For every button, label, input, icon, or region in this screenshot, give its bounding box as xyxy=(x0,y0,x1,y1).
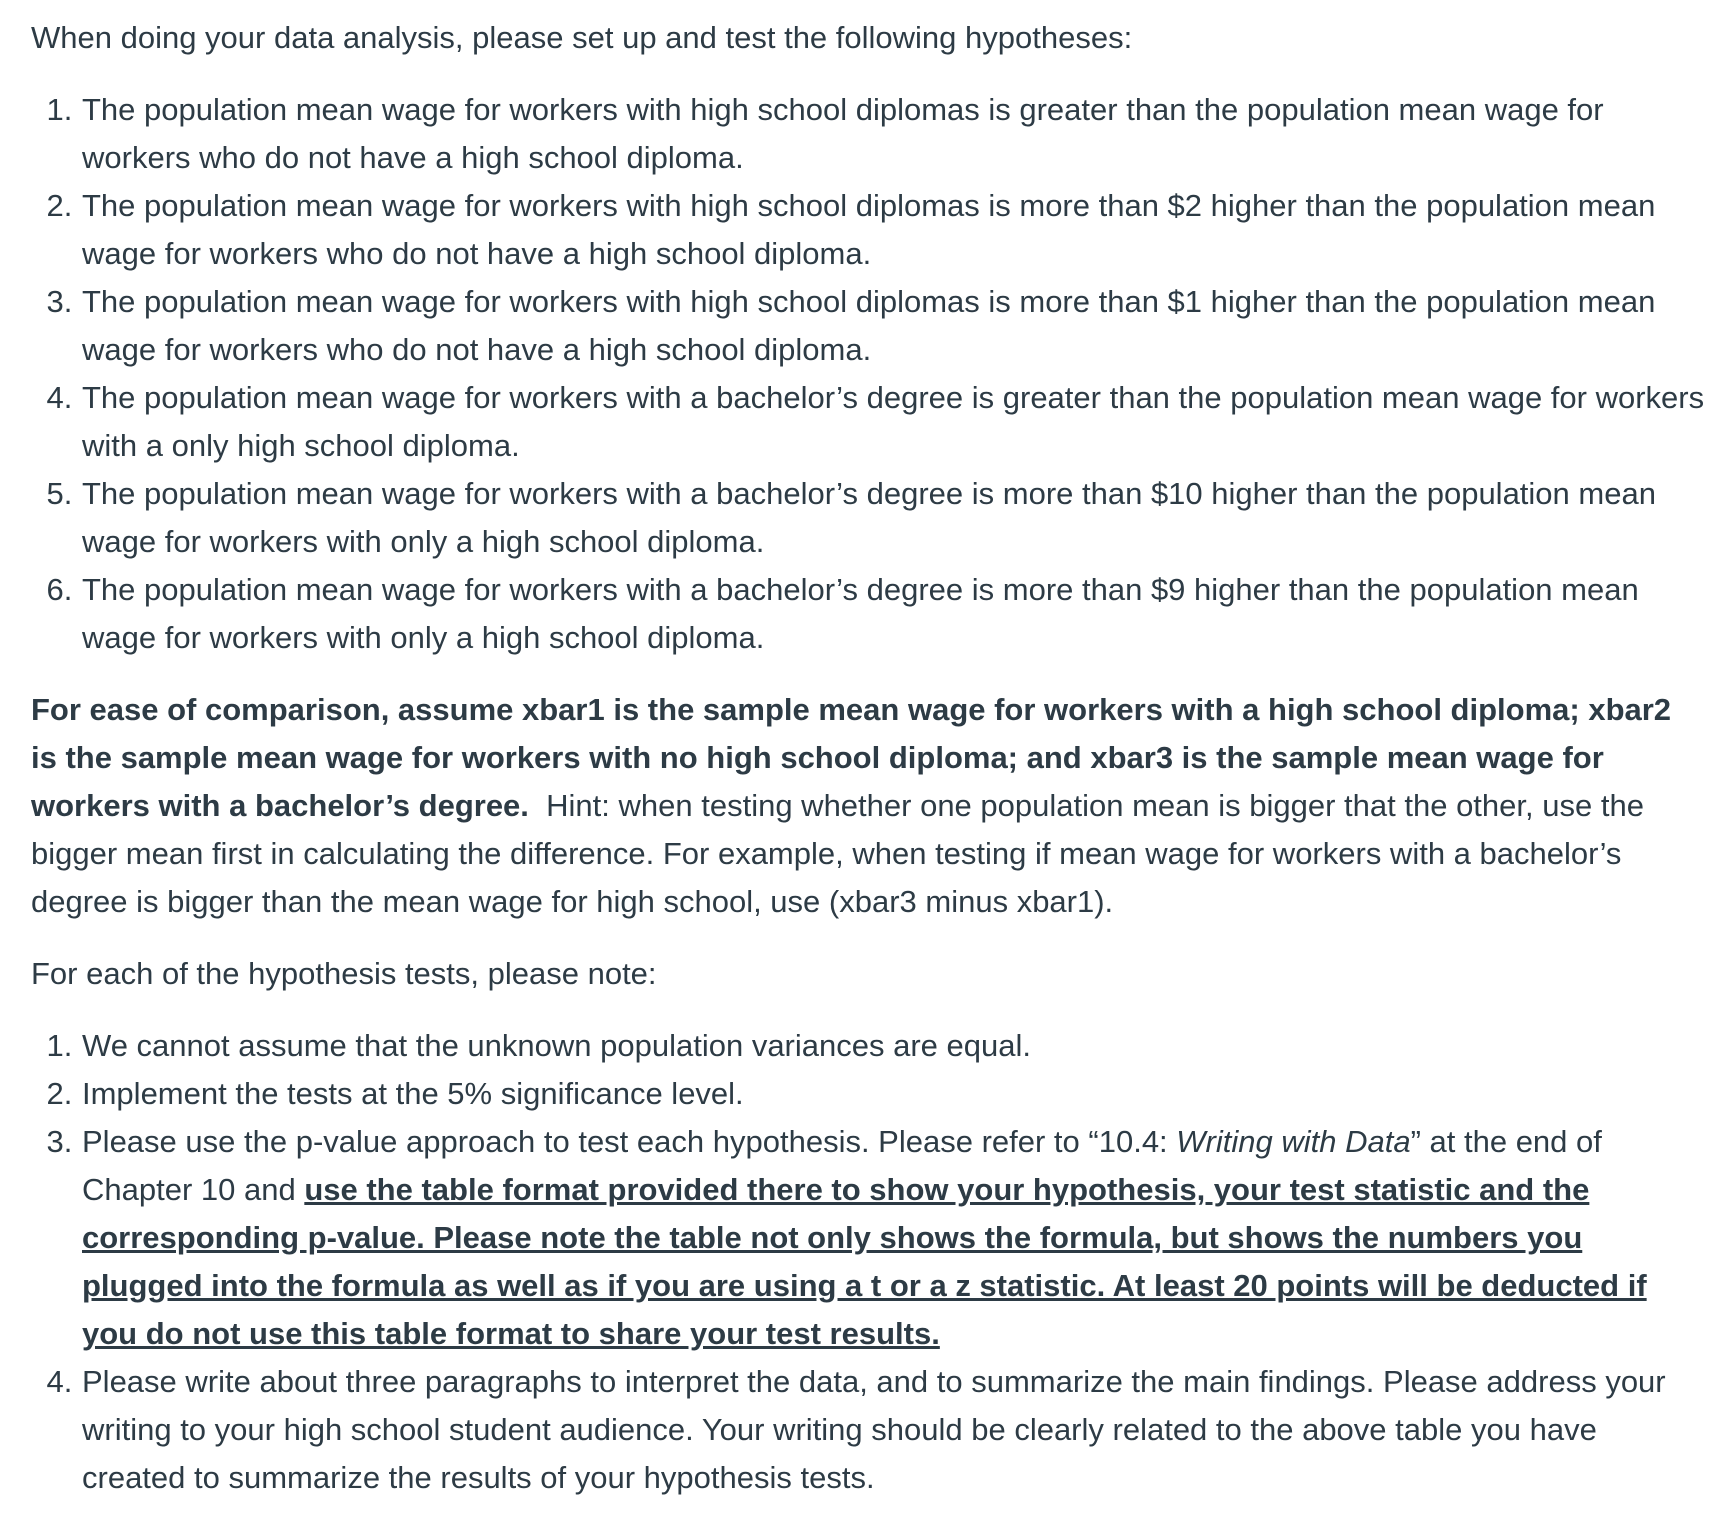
note-text: ” at the end of Chapter 10 and xyxy=(82,1124,1602,1207)
note-italic-title: Writing with Data xyxy=(1176,1124,1411,1159)
note-item: 4. Please write about three paragraphs to interpret the data, and to summarize the main findings. Please address your writing to your high school student audience. Your writing should be clearly related to the above table you have created to summarize the results of your hypothesis tests. xyxy=(81,1358,1705,1502)
comparison-bold-text: For ease of comparison, assume xbar1 is the sample mean wage for workers with a high school diploma; xbar2 is the sample mean wage for workers with no high school diploma; and xbar3 is the sample mean wage for workers with a bachelor’s degree. xyxy=(31,692,1672,823)
hypothesis-item: 6. The population mean wage for workers with a bachelor’s degree is more than $9 higher than the population mean wage for workers with only a high school diploma. xyxy=(81,566,1705,662)
comparison-paragraph xyxy=(31,686,1705,926)
note-text: Please use the p-value approach to test each hypothesis. Please refer to “10.4: xyxy=(82,1124,1177,1159)
intro-paragraph: When doing your data analysis, please set up and test the following hypotheses: xyxy=(31,20,1133,55)
hypothesis-item: 3. The population mean wage for workers with high school diplomas is more than $1 higher than the population mean wage for workers who do not have a high school diploma. xyxy=(81,278,1705,374)
note-item: 2. Implement the tests at the 5% significance level. xyxy=(81,1070,1705,1118)
hypotheses-list xyxy=(31,86,1705,662)
notes-list xyxy=(31,1022,1705,1502)
note-item xyxy=(81,1118,1705,1358)
hypothesis-item: 5. The population mean wage for workers with a bachelor’s degree is more than $10 higher than the population mean wage for workers with only a high school diploma. xyxy=(81,470,1705,566)
hypothesis-item: 4. The population mean wage for workers with a bachelor’s degree is greater than the population mean wage for workers with a only high school diploma. xyxy=(81,374,1705,470)
note-item: 1. We cannot assume that the unknown population variances are equal. xyxy=(81,1022,1705,1070)
hypothesis-item: 1. The population mean wage for workers with high school diplomas is greater than the population mean wage for workers who do not have a high school diploma. xyxy=(81,86,1705,182)
notes-lead: For each of the hypothesis tests, please note: xyxy=(31,956,657,991)
hypothesis-item: 2. The population mean wage for workers with high school diplomas is more than $2 higher than the population mean wage for workers who do not have a high school diploma. xyxy=(81,182,1705,278)
note-underlined-warning: use the table format provided there to show your hypothesis, your test statistic and the corresponding p-value. Please note the table not only shows the formula, but shows the numbers you plugged into the formula as well as if you are using a t or a z statistic. At least 20 points will be deducted if you do not use this table format to share your test results. xyxy=(82,1172,1647,1351)
comparison-hint-text: Hint: when testing whether one population mean is bigger that the other, use the bigger mean first in calculating the difference. For example, when testing if mean wage for workers with a bachelor’s degree is bigger than the mean wage for high school, use (xbar3 minus xbar1). xyxy=(31,788,1644,919)
